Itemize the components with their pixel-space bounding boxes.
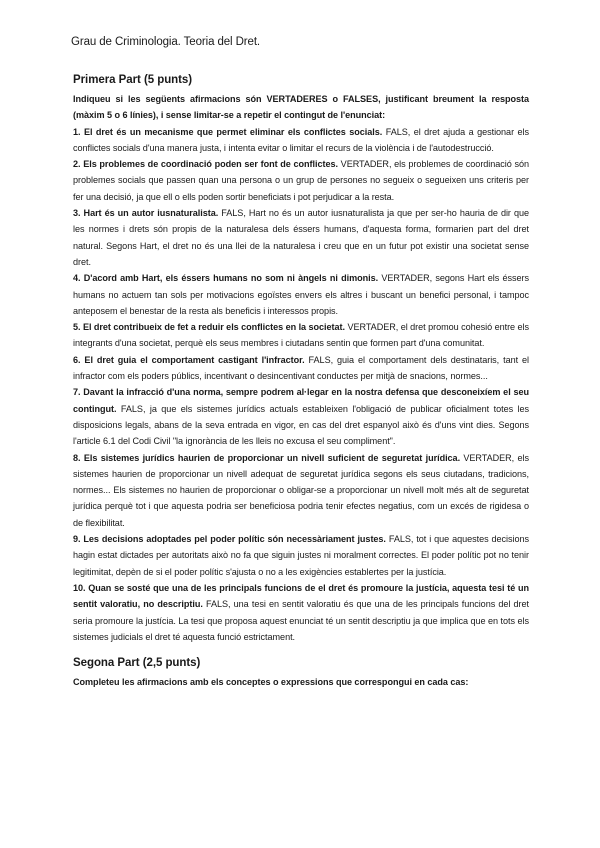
part2-instruction: Completeu les afirmacions amb els conceptes o expressions que correspongui en cada cas: [73, 677, 469, 688]
question-answer: FALS, Hart no és un autor iusnaturalista ja que per ser-ho hauria de dir que les normes i drets són propis de la naturalesa dels éssers humans, d'aquesta forma, formarien part del dret natural. Segons Hart, el dret no és una llei de la naturalesa i creu que en un futur pot existir una societat sense dret. [73, 208, 530, 267]
question-answer: VERTADER, els sistemes haurien de proporcionar un nivell adequat de seguretat jurídica segons els seus ciutadans, tradicions, normes... Els sistemes no haurien de proporcionar o obligar-se a proporcionar un nivell molt més alt de seguretat jurídica perquè tot i que aquesta podria ser beneficiosa podria tenir efectes negatius, com un excés de rigidesa o de flexibilitat. [73, 452, 529, 528]
question-answer: VERTADER, els problemes de coordinació són problemes socials que passen quan una persona o un grup de persones no segueix o segueixen uns criteris per fer una decisió, ja que ell o ells poden sortir beneficiats i pot perjudicar a la resta. [73, 159, 529, 202]
question-answer: FALS, el dret ajuda a gestionar els conflictes socials d'una manera justa, i intenta evitar o limitar el recurs de la violència i de l'autodestrucció. [73, 126, 529, 153]
question-statement: 9. Les decisions adoptades pel poder polític són necessàriament justes. [73, 534, 386, 545]
question-item [73, 450, 529, 531]
question-item [73, 319, 529, 352]
question-statement: 3. Hart és un autor iusnaturalista. [73, 208, 219, 219]
question-answer: FALS, una tesi en sentit valoratiu és que una de les principals funcions del dret seria promoure la justícia. La tesi que proposa aquest enunciat té un sentit descriptiu ja que implica que en tots els sistemes judicials el dret té aquesta funció estrictament. [73, 599, 529, 642]
question-answer: FALS, guia el comportament dels destinataris, tant el infractor com els poders públics, incentivant o desincentivant conductes per mitjà de snacions, normes... [73, 354, 529, 382]
question-item [73, 156, 529, 205]
question-statement: 10. Quan se sosté que una de les principals funcions de el dret és promoure la justícia, aquesta tesi té un sentit valoratiu, no descriptiu. [73, 582, 529, 610]
question-item [73, 205, 529, 270]
part2-title: Segona Part (2,5 punts) [73, 657, 201, 670]
part1-instruction: Indiqueu si les següents afirmacions són VERTADERES o FALSES, justificant breument la resposta (màxim 5 o 6 línies), i sense limitar-se a repetir el contingut de l'enunciat: [73, 94, 529, 121]
question-item [73, 270, 529, 319]
document-body [73, 72, 529, 690]
question-statement: 1. El dret és un mecanisme que permet eliminar els conflictes socials. [73, 126, 383, 137]
part1-title: Primera Part (5 punts) [73, 74, 193, 86]
question-item [73, 580, 529, 645]
question-statement: 2. Els problemes de coordinació poden ser font de conflictes. [73, 159, 338, 170]
question-answer: FALS, tot i que aquestes decisions hagin estat dictades per autoritats això no fa que siguin justes ni moralment correctes. El poder polític pot no tenir legitimitat, depèn de si el poder polític s'ajusta o no a les exigències establertes per la justícia. [73, 534, 529, 577]
question-statement: 5. El dret contribueix de fet a reduir els conflictes en la societat. [73, 322, 345, 333]
question-item [73, 384, 529, 449]
question-answer: VERTADER, segons Hart els éssers humans no actuem tan sols per motivacions egoïstes envers els altres i buscant un benefici personal, i tampoc anteposem el benestar de la resta als beneficis i interessos propis. [73, 273, 529, 316]
question-statement: 6. El dret guia el comportament castigant l'infractor. [73, 354, 305, 365]
document-header: Grau de Criminologia. Teoria del Dret. [71, 36, 261, 48]
question-item [73, 352, 529, 385]
question-answer: VERTADER, el dret promou cohesió entre els integrants d'una societat, perquè els seus membres i ciutadans sentin que formen part d'una comunitat. [73, 322, 530, 349]
question-item [73, 124, 529, 157]
question-statement: 8. Els sistemes jurídics haurien de proporcionar un nivell suficient de seguretat jurídica. [73, 452, 461, 463]
question-statement: 7. Davant la infracció d'una norma, sempre podrem al·legar en la nostra defensa que desconeixíem el seu contingut. [73, 387, 529, 414]
question-answer: FALS, ja que els sistemes jurídics actuals estableixen l'obligació de publicar oficialment totes les disposicions legals, abans de la seva entrada en vigor, en cas del dret espanyol això és d'uns vint dies. Segons l'article 6.1 del Codi Civil "la ignorància de les lleis no excusa el seu compliment". [73, 403, 529, 447]
question-item [73, 531, 529, 580]
question-statement: 4. D'acord amb Hart, els éssers humans no som ni àngels ni dimonis. [73, 273, 379, 284]
